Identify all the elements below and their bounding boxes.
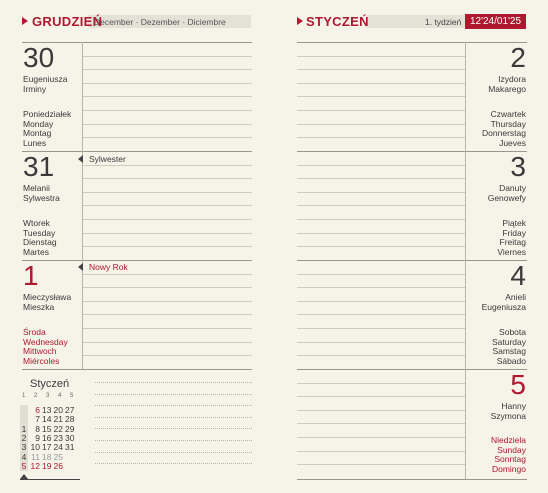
mini-calendar-day[interactable]: 12 — [30, 460, 40, 471]
weekday-names: Czwartek Thursday Donnerstag Jueves — [482, 109, 526, 148]
mini-calendar-day[interactable]: 11 — [31, 451, 40, 462]
ruled-line — [83, 205, 252, 206]
left-month-subtitle: December · Dezember · Diciembre — [94, 17, 226, 27]
ruled-line — [297, 165, 465, 166]
mini-calendar-title: Styczeń — [30, 378, 70, 390]
ruled-line — [297, 287, 465, 288]
ruled-line — [83, 314, 252, 315]
mini-calendar-day[interactable]: 30 — [65, 432, 75, 443]
left-month-title: GRUDZIEŃ — [32, 14, 103, 29]
mini-calendar-week-header: 1 — [22, 393, 26, 399]
left-day-column-divider — [82, 42, 83, 369]
day-separator — [297, 369, 527, 370]
mini-calendar-day[interactable]: 13 — [42, 405, 52, 415]
day-number: 30 — [23, 42, 55, 73]
ruled-line — [297, 410, 465, 411]
ruled-line — [297, 383, 465, 384]
event-label: Nowy Rok — [89, 262, 128, 272]
dotted-line — [95, 394, 252, 395]
dotted-line — [95, 382, 252, 383]
dotted-line — [95, 463, 252, 464]
name-days: Eugeniusza Irminy — [23, 74, 68, 94]
ruled-line — [83, 56, 252, 57]
event-marker-icon — [78, 263, 83, 271]
ruled-line — [297, 178, 465, 179]
mini-calendar-day[interactable]: 20 — [53, 405, 63, 415]
ruled-line — [83, 165, 252, 166]
dotted-line — [95, 405, 252, 406]
ruled-line — [83, 301, 252, 302]
mini-calendar-day[interactable]: 28 — [65, 414, 75, 425]
ruled-line — [83, 69, 252, 70]
event-label: Sylwester — [89, 154, 126, 164]
ruled-line — [297, 328, 465, 329]
date-range-badge: 12'24/01'25 — [465, 14, 526, 29]
mini-calendar-day[interactable]: 31 — [65, 442, 75, 453]
mini-calendar-day[interactable]: 10 — [30, 442, 40, 453]
dotted-line — [95, 417, 252, 418]
mini-calendar-day[interactable]: 24 — [53, 442, 63, 453]
ruled-line — [83, 83, 252, 84]
day-separator — [22, 260, 252, 261]
right-month-title: STYCZEŃ — [306, 14, 369, 29]
mini-calendar-day[interactable]: 21 — [53, 414, 63, 425]
ruled-line — [83, 233, 252, 234]
mini-calendar-day[interactable]: 9 — [35, 432, 40, 443]
mini-calendar-day[interactable]: 27 — [65, 405, 75, 415]
name-days: Melanii Sylwestra — [23, 183, 60, 203]
mini-calendar-day[interactable]: 6 — [35, 405, 40, 415]
ruled-line — [297, 137, 465, 138]
event-marker-icon — [78, 155, 83, 163]
day-separator — [22, 151, 252, 152]
weekday-names: Wtorek Tuesday Dienstag Martes — [23, 218, 57, 257]
mini-calendar-week-header: 4 — [58, 393, 62, 399]
ruled-line — [297, 314, 465, 315]
ruled-line — [297, 451, 465, 452]
day-number: 1 — [23, 260, 39, 291]
mini-calendar-week-header: 3 — [46, 393, 50, 399]
ruled-line — [83, 192, 252, 193]
dotted-line — [95, 440, 252, 441]
ruled-line — [297, 110, 465, 111]
day-separator — [297, 151, 527, 152]
ruled-line — [83, 355, 252, 356]
ruled-line — [297, 342, 465, 343]
ruled-line — [83, 137, 252, 138]
ruled-line — [83, 219, 252, 220]
day-separator — [22, 369, 252, 370]
mini-calendar-week-number: 1 — [21, 423, 27, 434]
mini-calendar-day[interactable]: 8 — [35, 423, 40, 434]
ruled-line — [297, 192, 465, 193]
ruled-line — [297, 83, 465, 84]
mini-calendar-day[interactable]: 26 — [53, 460, 63, 471]
right-header-marker-icon — [297, 17, 303, 25]
weekday-names: Poniedziałek Monday Montag Lunes — [23, 109, 72, 148]
ruled-line — [297, 69, 465, 70]
day-number: 5 — [510, 369, 526, 400]
mini-calendar-day[interactable]: 22 — [53, 423, 63, 434]
day-number: 2 — [510, 42, 526, 73]
dotted-line — [95, 452, 252, 453]
ruled-line — [297, 355, 465, 356]
mini-calendar-day[interactable]: 17 — [42, 442, 52, 453]
weekday-names: Środa Wednesday Mittwoch Miércoles — [23, 327, 68, 366]
ruled-line — [297, 219, 465, 220]
mini-calendar-day[interactable]: 19 — [42, 460, 52, 471]
ruled-line — [297, 205, 465, 206]
mini-calendar-week-header: 5 — [70, 393, 74, 399]
mini-calendar-week-number: 2 — [21, 432, 27, 443]
ruled-line — [83, 178, 252, 179]
day-separator — [22, 42, 252, 43]
mini-calendar-day[interactable]: 29 — [65, 423, 75, 434]
ruled-line — [83, 287, 252, 288]
mini-calendar-day[interactable]: 7 — [35, 414, 40, 425]
ruled-line — [83, 246, 252, 247]
ruled-line — [83, 110, 252, 111]
name-days: Danuty Genowefy — [487, 183, 526, 203]
ruled-line — [83, 274, 252, 275]
name-days: Izydora Makarego — [488, 74, 526, 94]
ruled-line — [297, 233, 465, 234]
day-number: 31 — [23, 151, 55, 182]
ruled-line — [297, 246, 465, 247]
mini-calendar-day[interactable]: 15 — [42, 423, 52, 434]
ruled-line — [297, 124, 465, 125]
ruled-line — [83, 342, 252, 343]
day-number: 3 — [510, 151, 526, 182]
mini-calendar-day[interactable]: 16 — [42, 432, 52, 443]
week-label: 1. tydzień — [425, 17, 462, 27]
dotted-line — [95, 428, 252, 429]
day-separator — [297, 260, 527, 261]
ruled-line — [297, 56, 465, 57]
ruled-line — [297, 464, 465, 465]
ruled-line — [297, 396, 465, 397]
mini-calendar-week-number: 5 — [21, 460, 27, 471]
name-days: Mieczysława Mieszka — [23, 292, 72, 312]
weekday-names: Piątek Friday Freitag Viernes — [497, 218, 526, 257]
mini-calendar-week-header: 2 — [34, 393, 38, 399]
ruled-line — [297, 301, 465, 302]
name-days: Anieli Eugeniusza — [481, 292, 526, 312]
weekday-names: Niedziela Sunday Sonntag Domingo — [491, 435, 526, 474]
ruled-line — [297, 437, 465, 438]
name-days: Hanny Szymona — [490, 401, 526, 421]
ruled-line — [297, 274, 465, 275]
ruled-line — [83, 328, 252, 329]
ruled-line — [297, 423, 465, 424]
mini-calendar-day[interactable]: 23 — [53, 432, 63, 443]
ruled-line — [83, 124, 252, 125]
page-bottom-rule — [297, 479, 527, 480]
weekday-names: Sobota Saturday Samstag Sábado — [491, 327, 526, 366]
mini-calendar-week-number: 3 — [21, 442, 27, 453]
day-number: 4 — [510, 260, 526, 291]
mini-calendar-baseline — [20, 479, 80, 480]
mini-calendar-day[interactable]: 18 — [42, 451, 52, 462]
day-separator — [297, 42, 527, 43]
ruled-line — [83, 96, 252, 97]
mini-calendar-day[interactable]: 14 — [42, 414, 52, 425]
mini-calendar-week-number: 4 — [21, 451, 27, 462]
ruled-line — [297, 96, 465, 97]
mini-calendar-day[interactable]: 25 — [53, 451, 63, 462]
left-header-marker-icon — [22, 17, 28, 25]
